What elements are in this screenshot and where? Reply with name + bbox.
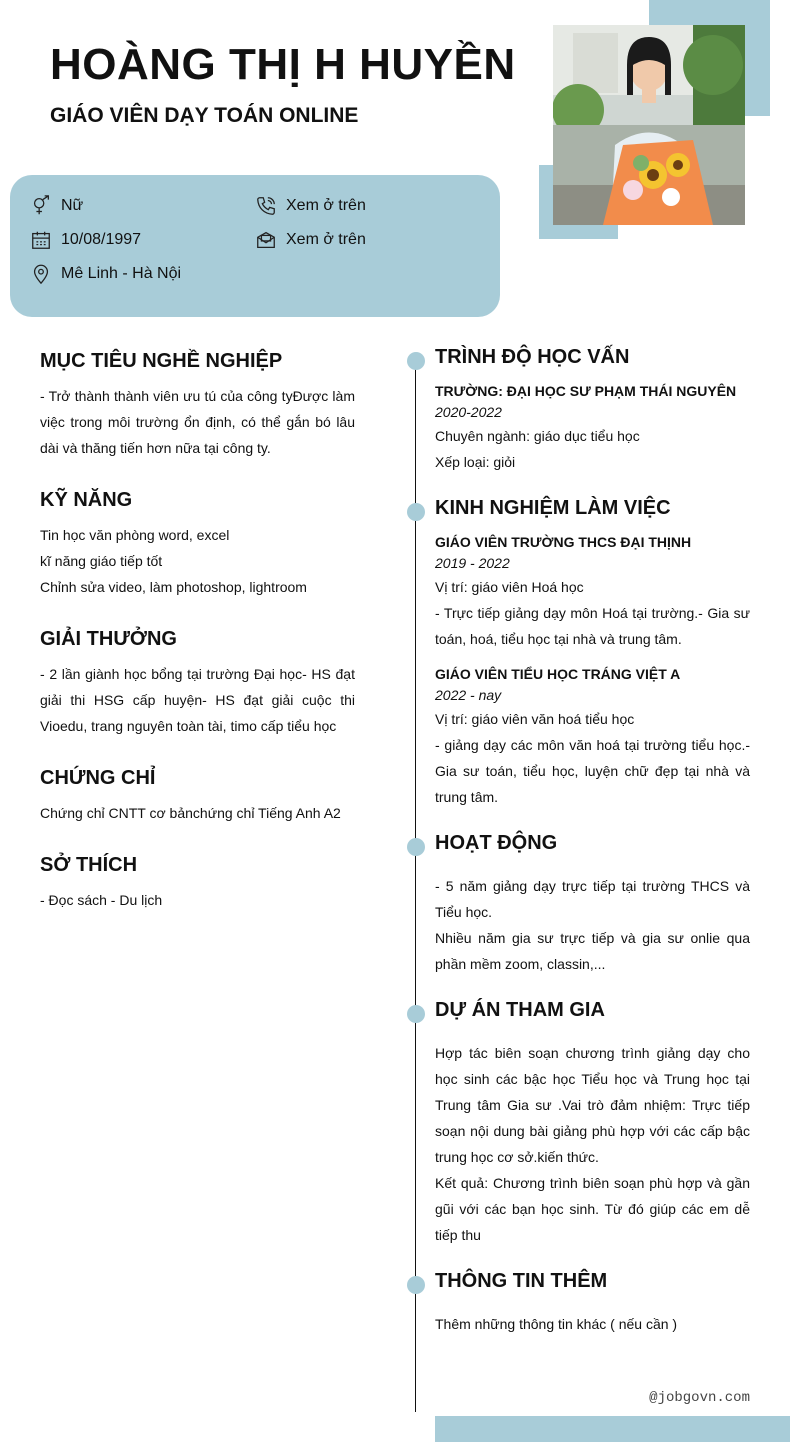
phone-icon (255, 195, 277, 217)
education-line: Xếp loại: giỏi (435, 454, 516, 470)
mail-icon (255, 229, 277, 251)
job-date: 2019 - 2022 (435, 555, 510, 571)
gender-value: Nữ (61, 197, 84, 214)
awards-title: GIẢI THƯỞNG (40, 628, 177, 650)
activities-title: HOẠT ĐỘNG (435, 832, 558, 854)
section-skills (40, 489, 355, 600)
info-birthday (30, 229, 141, 251)
project-line: Hợp tác biên soạn chương trình giảng dạy cho học sinh các bậc học Tiểu học và Trung học tại Trung tâm Gia sư .Vai trò đảm nhiệm: Trực tiếp soạn nội dung bài giảng phù hợp với các cấp bậc trung học cơ sở.kiến thức. (435, 1045, 750, 1165)
email-value: Xem ở trên (286, 231, 366, 248)
section-education (435, 346, 750, 475)
job-title: GIÁO VIÊN TIỂU HỌC TRÁNG VIỆT A (435, 666, 681, 682)
left-column (40, 350, 355, 941)
more-info-text: Thêm những thông tin khác ( nếu cần ) (435, 1316, 678, 1332)
awards-text: - 2 lần giành học bổng tại trường Đại học- HS đạt giải thi HSG cấp huyện- HS đạt giải cuộc thi Vioedu, trang nguyên toàn tài, timo cấp tiểu học (40, 666, 355, 734)
section-hobbies (40, 854, 355, 913)
section-projects (435, 999, 750, 1248)
info-address (30, 263, 181, 285)
skill-item: kĩ năng giáo tiếp tốt (40, 553, 163, 569)
timeline-dot (407, 352, 425, 370)
section-more-info (435, 1270, 750, 1337)
hobbies-title: SỞ THÍCH (40, 854, 138, 876)
phone-value: Xem ở trên (286, 197, 366, 214)
profile-photo (553, 25, 745, 225)
location-icon (30, 263, 52, 285)
job-title: GIÁO VIÊN TRƯỜNG THCS ĐẠI THỊNH (435, 534, 692, 550)
more-info-title: THÔNG TIN THÊM (435, 1270, 608, 1292)
calendar-icon (30, 229, 52, 251)
section-activities (435, 832, 750, 977)
job-title: GIÁO VIÊN DẠY TOÁN ONLINE (50, 104, 359, 127)
job-date: 2022 - nay (435, 687, 502, 703)
job-position: Vị trí: giáo viên Hoá học (435, 579, 584, 595)
timeline-dot (407, 1276, 425, 1294)
deco-block-bottom (435, 1416, 790, 1442)
experience-title: KINH NGHIỆM LÀM VIỆC (435, 497, 671, 519)
school-name: TRƯỜNG: ĐẠI HỌC SƯ PHẠM THÁI NGUYÊN (435, 383, 737, 399)
right-column (435, 346, 750, 1359)
school-date: 2020-2022 (435, 404, 502, 420)
contact-info-box (10, 175, 500, 317)
info-phone (255, 195, 366, 217)
job-entry (435, 534, 750, 652)
watermark: @jobgovn.com (649, 1390, 750, 1406)
address-value: Mê Linh - Hà Nội (61, 265, 182, 282)
section-experience (435, 497, 750, 810)
info-email (255, 229, 366, 251)
birthday-value: 10/08/1997 (61, 231, 142, 248)
activity-line: - 5 năm giảng dạy trực tiếp tại trường THCS và Tiểu học. (435, 878, 750, 920)
activity-line: Nhiều năm gia sư trực tiếp và gia sư onlie qua phần mềm zoom, classin,... (435, 930, 750, 972)
job-description: - giảng dạy các môn văn hoá tại trường tiểu học.- Gia sư toán, tiểu học, luyện chữ đẹp tại nhà và trung tâm. (435, 737, 750, 805)
education-line: Chuyên ngành: giáo dục tiểu học (435, 428, 640, 444)
job-position: Vị trí: giáo viên văn hoá tiểu học (435, 711, 635, 727)
skill-item: Chỉnh sửa video, làm photoshop, lightroom (40, 579, 307, 595)
job-entry (435, 666, 750, 810)
timeline-dot (407, 503, 425, 521)
info-gender (30, 195, 83, 217)
skills-title: KỸ NĂNG (40, 489, 133, 511)
section-awards (40, 628, 355, 739)
gender-icon (30, 195, 52, 217)
certificates-text: Chứng chỉ CNTT cơ bảnchứng chỉ Tiếng Anh A2 (40, 805, 341, 821)
section-objective (40, 350, 355, 461)
timeline-dot (407, 838, 425, 856)
timeline-dot (407, 1005, 425, 1023)
candidate-name: HOÀNG THỊ H HUYỀN (50, 40, 516, 89)
education-title: TRÌNH ĐỘ HỌC VẤN (435, 346, 630, 368)
hobbies-text: - Đọc sách - Du lịch (40, 892, 163, 908)
skill-item: Tin học văn phòng word, excel (40, 527, 230, 543)
projects-title: DỰ ÁN THAM GIA (435, 999, 605, 1021)
objective-title: MỤC TIÊU NGHỀ NGHIỆP (40, 350, 283, 372)
project-line: Kết quả: Chương trình biên soạn phù hợp và gần gũi với các bạn học sinh. Từ đó giúp các em dễ tiếp thu (435, 1175, 750, 1243)
certificates-title: CHỨNG CHỈ (40, 767, 156, 789)
job-description: - Trực tiếp giảng dạy môn Hoá tại trường.- Gia sư toán, hoá, tiểu học tại nhà và trung tâm. (435, 605, 750, 647)
objective-text: - Trở thành thành viên ưu tú của công tyĐược làm việc trong môi trường ổn định, có thể gắn bó lâu dài và thăng tiến hơn nữa tại công ty. (40, 388, 355, 456)
section-certificates (40, 767, 355, 826)
